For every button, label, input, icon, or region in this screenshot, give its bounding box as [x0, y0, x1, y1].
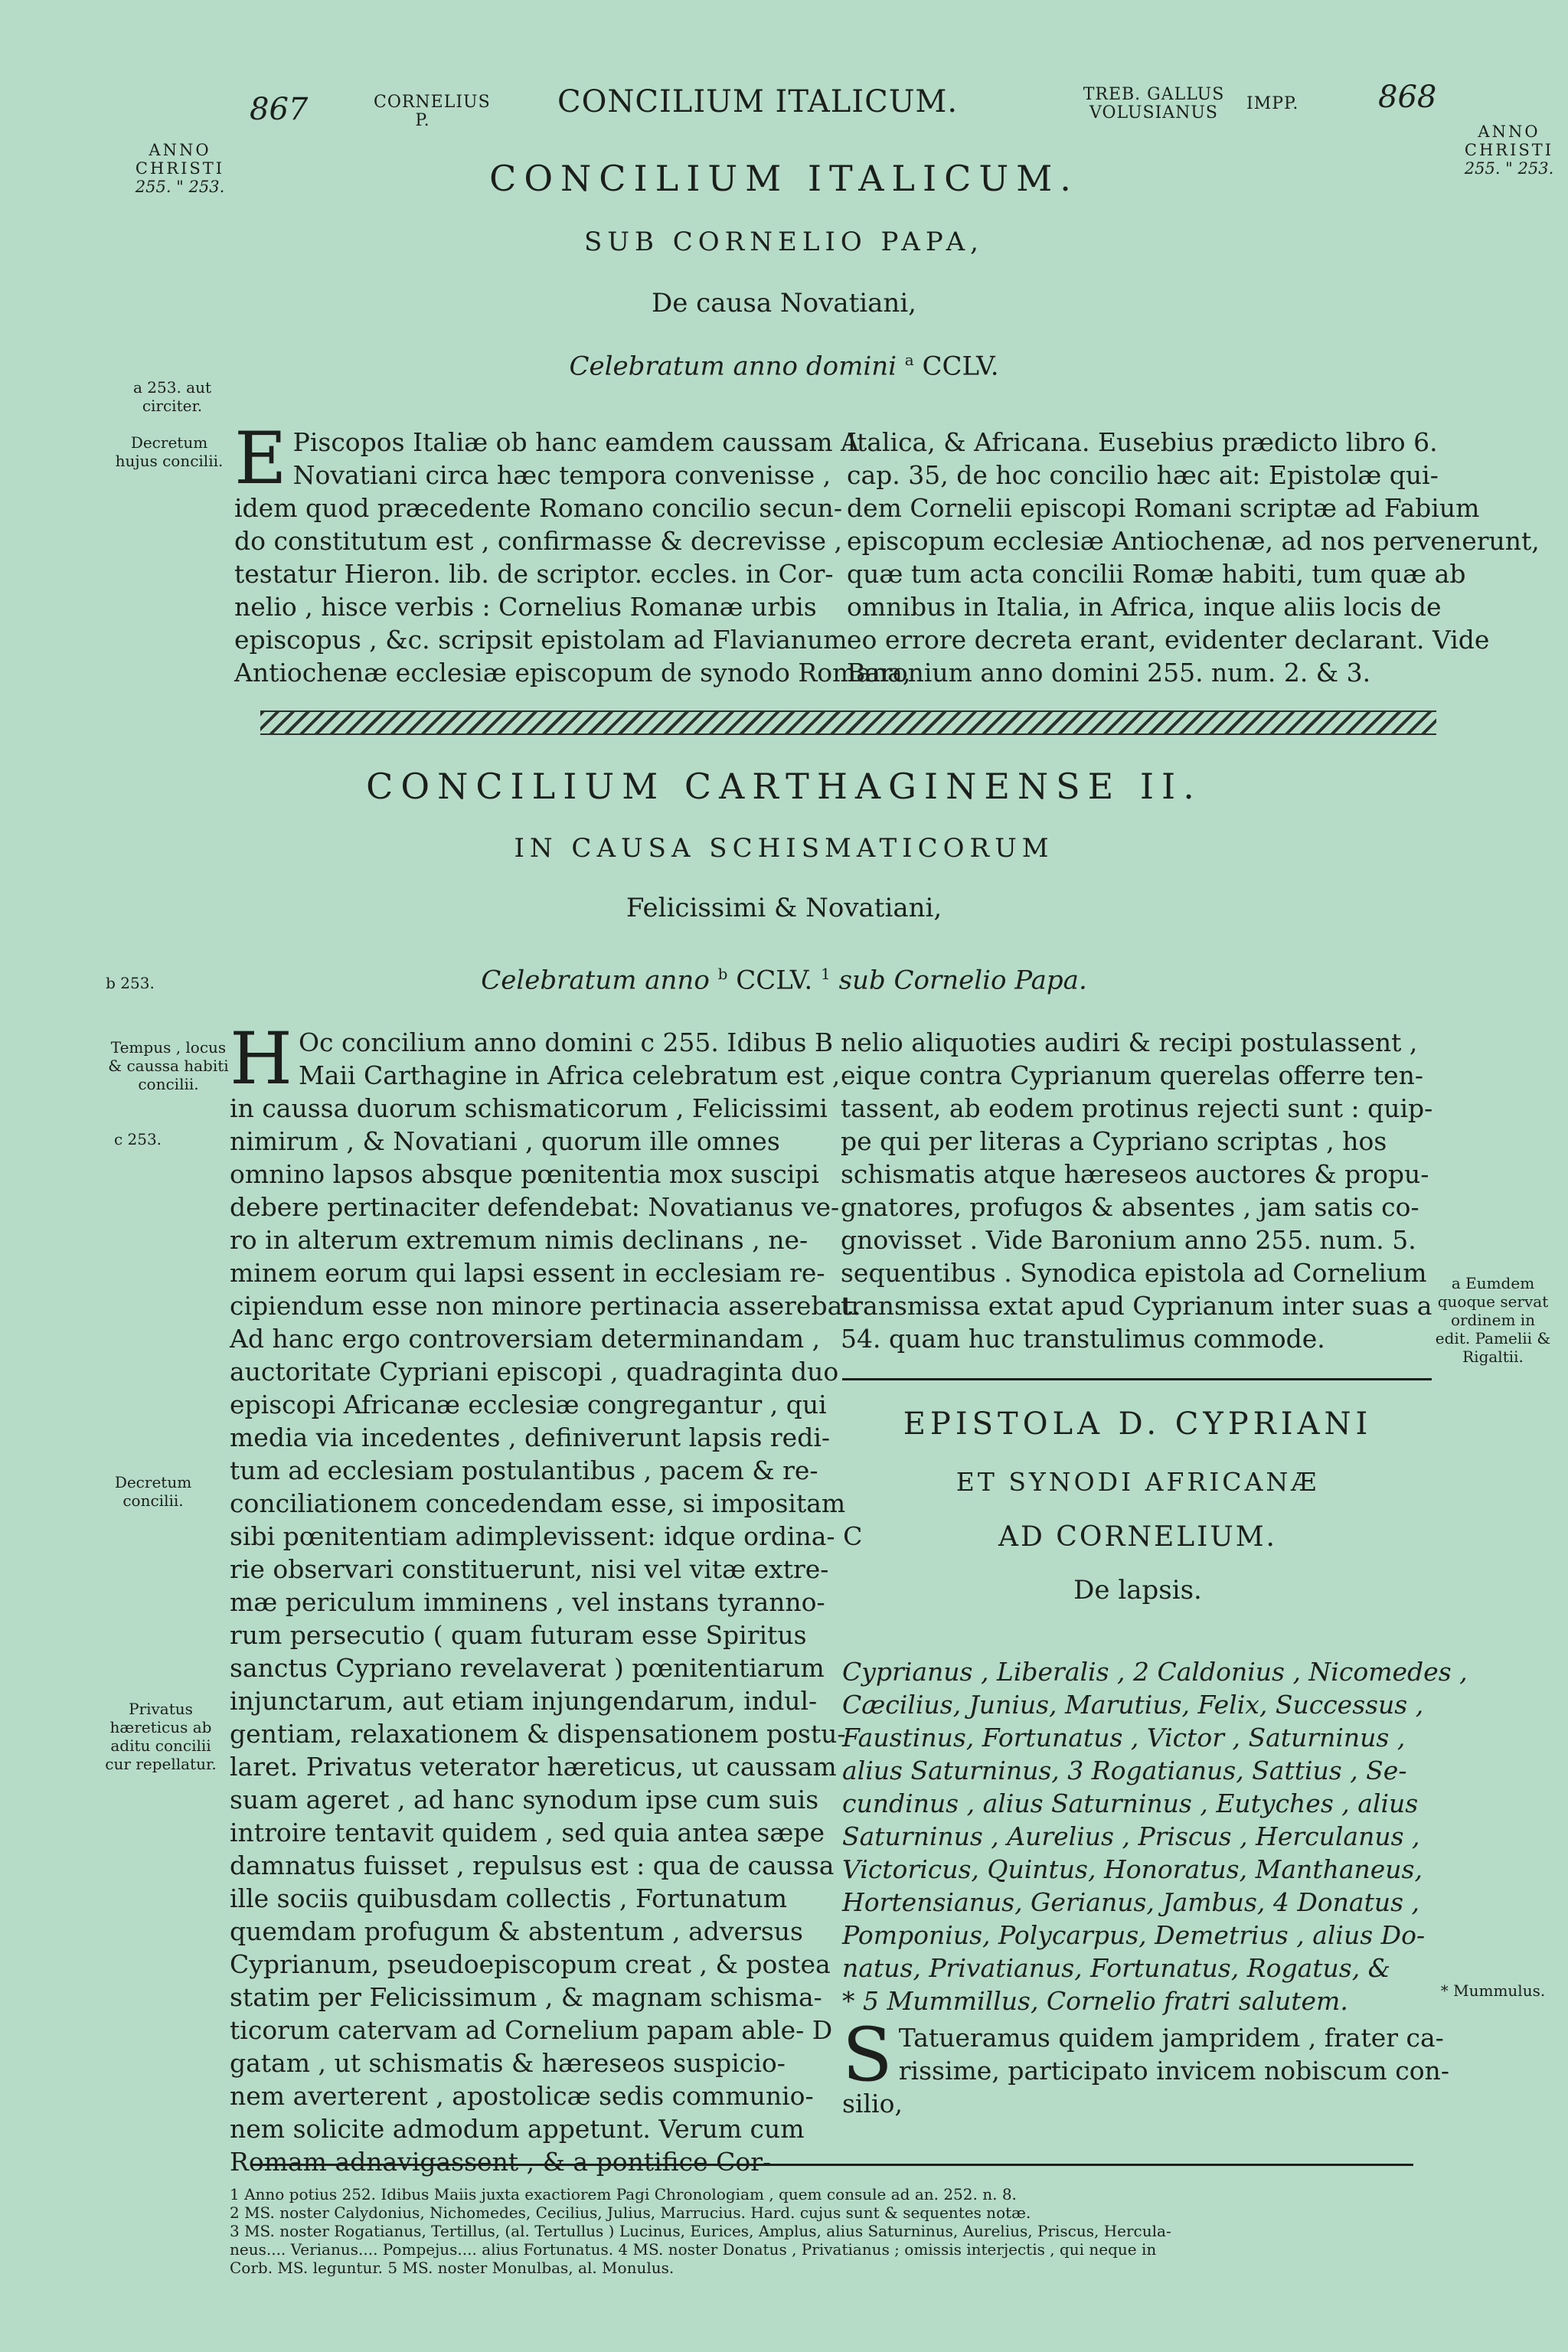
text-line: cap. 35, de hoc concilio hæc ait: Epistolæ qui- [847, 460, 1439, 490]
text-line: nimirum , & Novatiani , quorum ille omnes [230, 1126, 780, 1156]
text-line: Cyprianum, pseudoepiscopum creat , & postea [230, 1949, 831, 1979]
section2-subtitle: IN CAUSA SCHISMATICORUM [514, 833, 1054, 864]
anno-label: ANNO [149, 141, 211, 159]
text-line: Antiochenæ ecclesiæ episcopum de synodo Romana, [234, 658, 911, 688]
header-emperors-suffix: IMPP. [1246, 94, 1299, 113]
section2-left-column [230, 1018, 863, 2178]
header-pope-name: CORNELIUS [374, 93, 491, 112]
epistola-opening [842, 2012, 1449, 2120]
ornamental-separator [260, 710, 1436, 735]
epistola-names [842, 1655, 1468, 2017]
text-line: episcopi Africanæ ecclesiæ congregantur , qui [230, 1390, 827, 1419]
text-line: rissime, participato invicem nobiscum con- [898, 2056, 1449, 2086]
text-line: rie observari constituerunt, nisi vel vitæ extre- [230, 1554, 829, 1584]
text-line: statim per Felicissimum , & magnam schisma- [230, 1982, 822, 2012]
date-marker: b [717, 965, 728, 983]
text-line: testatur Hieron. lib. de scriptor. eccles. in Cor- [234, 559, 834, 589]
name-line: * 5 Mummillus, Cornelio fratri salutem. [842, 1986, 1348, 2016]
section1-date [0, 351, 1568, 381]
text-line: ille sociis quibusdam collectis , Fortunatum [230, 1883, 787, 1913]
footnote-line: Corb. MS. leguntur. 5 MS. noster Monulbas, al. Monulus. [230, 2259, 675, 2277]
name-line: cundinus , alius Saturninus , Eutyches , alius [842, 1788, 1419, 1818]
text-line: Italica, & Africana. Eusebius prædicto libro 6. [847, 427, 1438, 457]
text-line: silio, [842, 2089, 903, 2118]
anno-years: 255. " 253. [135, 178, 225, 196]
text-line: auctoritate Cypriani episcopi , quadraginta duo [230, 1357, 839, 1387]
date-year: CCLV. [736, 965, 813, 996]
margin-mummulus: * Mummulus. [1440, 1981, 1546, 2000]
date-text: Celebratum anno [481, 965, 710, 996]
text-line: episcopus , &c. scripsit epistolam ad Flavianum [234, 625, 848, 655]
date-text: Celebratum anno domini [569, 351, 897, 382]
text-line: gnatores, profugos & absentes , jam satis co- [841, 1192, 1419, 1222]
date-year: CCLV. [922, 351, 999, 382]
margin-note-b: b 253. [106, 974, 155, 992]
header-pope-title: P. [415, 111, 430, 130]
margin-tempus: Tempus , locus & caussa habiti concilii. [108, 1038, 229, 1093]
footnote-rule [253, 2164, 1413, 2166]
name-line: Cæcilius, Junius, Marutius, Felix, Successus , [842, 1690, 1424, 1720]
text-line: Baronium anno domini 255. num. 2. & 3. [847, 658, 1371, 688]
text-line: Tatueramus quidem jampridem , frater ca- [898, 2023, 1444, 2053]
anno-label: ANNO [1478, 122, 1540, 141]
section2-right-column [841, 1026, 1446, 1355]
text-line: nelio aliquoties audiri & recipi postulassent , [841, 1027, 1418, 1057]
christi-label: CHRISTI [1464, 141, 1554, 159]
header-pope [374, 93, 491, 130]
text-line: nelio , hisce verbis : Cornelius Romanæ urbis [234, 592, 817, 622]
page-number-left: 867 [250, 92, 309, 127]
footnote-line: 2 MS. noster Calydonius, Nichomedes, Cecilius, Julius, Marrucius. Hard. cujus sunt & sequentes notæ. [230, 2203, 1031, 2222]
text-line: 54. quam huc transtulimus commode. [841, 1324, 1325, 1354]
text-line: transmissa extat apud Cyprianum inter suas a [841, 1291, 1432, 1321]
text-line: Romam adnavigassent , & a pontifice Cor- [230, 2147, 772, 2177]
section2-title: CONCILIUM CARTHAGINENSE II. [366, 766, 1202, 807]
epistola-title: EPISTOLA D. CYPRIANI [903, 1406, 1373, 1442]
epistola-heading [839, 1401, 1436, 1609]
text-line: omnibus in Italia, in Africa, inque aliis locis de [847, 592, 1442, 622]
margin-right-note: a Eumdem quoque servat ordinem in edit. Pamelii & Rigaltii. [1435, 1274, 1551, 1366]
date-marker: a [904, 351, 914, 369]
text-line: introire tentavit quidem , sed quia antea sæpe [230, 1818, 825, 1847]
text-line: sanctus Cypriano revelaverat ) pœnitentiarum [230, 1653, 825, 1683]
text-line: quæ tum acta concilii Romæ habiti, tum quæ ab [847, 559, 1466, 589]
text-line: schismatis atque hæreseos auctores & propu- [841, 1159, 1429, 1189]
text-line: episcopum ecclesiæ Antiochenæ, ad nos pervenerunt, [847, 526, 1540, 556]
text-line: ro in alterum extremum nimis declinans , ne- [230, 1225, 808, 1255]
name-line: Pomponius, Polycarpus, Demetrius , alius Do- [842, 1920, 1426, 1950]
margin-decretum-2: Decretum concilii. [114, 1473, 192, 1510]
name-line: Victoricus, Quintus, Honoratus, Manthaneus, [842, 1854, 1423, 1884]
dropcap-s: S [842, 2012, 893, 2098]
text-line: omnino lapsos absque pœnitentia mox suscipi [230, 1159, 819, 1189]
text-line: injunctarum, aut etiam injungendarum, indul- [230, 1686, 818, 1716]
epistola-subject: De lapsis. [1073, 1575, 1202, 1606]
name-line: Cyprianus , Liberalis , 2 Caldonius , Nicomedes , [842, 1657, 1468, 1687]
text-line: idem quod præcedente Romano concilio secun- [234, 493, 842, 523]
christi-label: CHRISTI [135, 159, 225, 178]
footnote-line: 1 Anno potius 252. Idibus Maiis juxta exactiorem Pagi Chronologiam , quem consule ad an. 252. n. 8. [230, 2185, 1017, 2203]
text-line: Ad hanc ergo controversiam determinandam , [230, 1324, 821, 1354]
footnote-line: 3 MS. noster Rogatianus, Tertillus, (al. Tertullus ) Lucinus, Eurices, Amplus, alius Saturninus, Aurelius, Priscus, Hercula- [230, 2222, 1171, 2240]
text-line: nem solicite admodum appetunt. Verum cum [230, 2114, 805, 2144]
text-line: do constitutum est , confirmasse & decrevisse , [234, 526, 842, 556]
text-line: Piscopos Italiæ ob hanc eamdem caussam A [292, 427, 859, 457]
text-line: laret. Privatus veterator hæreticus, ut caussam [230, 1752, 837, 1782]
text-line: tum ad ecclesiam postulantibus , pacem & re- [230, 1455, 818, 1485]
text-line: gatam , ut schismatis & hæreseos suspicio- [230, 2048, 786, 2078]
text-line: eo errore decreta erant, evidenter declarant. Vide [847, 625, 1490, 655]
name-line: alius Saturninus, 3 Rogatianus, Sattius , Se- [842, 1756, 1407, 1785]
text-line: nem averterent , apostolicæ sedis communio- [230, 2081, 814, 2111]
epistola-rule [842, 1378, 1432, 1380]
section1-right-column [847, 426, 1540, 689]
text-line: sequentibus . Synodica epistola ad Cornelium [841, 1258, 1427, 1288]
text-line: Novatiani circa hæc tempora convenisse , [292, 460, 831, 490]
footnote-marker: 1 [821, 965, 831, 983]
text-line: Maii Carthagine in Africa celebratum est , [298, 1060, 841, 1090]
section1-title: CONCILIUM ITALICUM. [489, 158, 1079, 199]
epistola-subtitle-1: ET SYNODI AFRICANÆ [956, 1467, 1320, 1497]
text-line: ticorum catervam ad Cornelium papam able- D [230, 2015, 833, 2045]
header-emperor-1: TREB. GALLUS [1083, 85, 1225, 104]
margin-note-a: a 253. aut circiter. [132, 378, 211, 415]
text-line: gnovisset . Vide Baronium anno 255. num. 5. [841, 1225, 1416, 1255]
epistola-subtitle-2: AD CORNELIUM. [998, 1521, 1278, 1553]
text-line: gentiam, relaxationem & dispensationem postu- [230, 1719, 846, 1749]
anno-years: 255. " 253. [1464, 159, 1554, 178]
text-line: rum persecutio ( quam futuram esse Spiritus [230, 1620, 807, 1650]
footnote-line: neus.... Verianus.... Pompejus.... alius Fortunatus. 4 MS. noster Donatus , Privatianus ; omissis interjectis , qui neque in [230, 2240, 1157, 2259]
margin-decretum-1: Decretum hujus concilii. [115, 433, 224, 470]
header-emperors [1066, 86, 1242, 122]
text-line: media via incedentes , definiverunt lapsis redi- [230, 1423, 831, 1452]
dropcap-e: E [234, 417, 287, 501]
section2-date [0, 965, 1568, 995]
margin-note-c: c 253. [113, 1130, 162, 1148]
section1-left-column [234, 417, 911, 689]
page-number-right: 868 [1378, 80, 1437, 115]
text-line: tassent, ab eodem protinus rejecti sunt : quip- [841, 1093, 1433, 1123]
text-line: damnatus fuisset , repulsus est : qua de caussa [230, 1851, 835, 1880]
date-pope: sub Cornelio Papa. [838, 965, 1087, 996]
name-line: Hortensianus, Gerianus, Jambus, 4 Donatus , [842, 1887, 1420, 1917]
text-line: quemdam profugum & abstentum , adversus [230, 1916, 803, 1946]
text-line: debere pertinaciter defendebat: Novatianus ve- [230, 1192, 840, 1222]
text-line: sibi pœnitentiam adimplevissent: idque ordina- C [230, 1521, 863, 1551]
text-line: eique contra Cyprianum querelas offerre ten- [841, 1060, 1424, 1090]
header-emperor-2: VOLUSIANUS [1089, 103, 1218, 122]
text-line: pe qui per literas a Cypriano scriptas , hos [841, 1126, 1387, 1156]
text-line: suam ageret , ad hanc synodum ipse cum suis [230, 1785, 819, 1815]
text-line: dem Cornelii episcopi Romani scriptæ ad Fabium [847, 493, 1480, 523]
section1-cause: De causa Novatiani, [651, 288, 916, 318]
name-line: Saturninus , Aurelius , Priscus , Herculanus , [842, 1821, 1420, 1851]
text-line: in caussa duorum schismaticorum , Felicissimi [230, 1093, 828, 1123]
dropcap-h: H [230, 1018, 292, 1101]
text-line: minem eorum qui lapsi essent in ecclesiam re- [230, 1258, 825, 1288]
name-line: natus, Privatianus, Fortunatus, Rogatus, & [842, 1953, 1391, 1983]
footnotes [230, 2185, 1455, 2277]
running-title: CONCILIUM ITALICUM. [557, 84, 959, 119]
name-line: Faustinus, Fortunatus , Victor , Saturninus , [842, 1723, 1406, 1753]
section2-persons: Felicissimi & Novatiani, [626, 893, 942, 923]
section1-subtitle: SUB CORNELIO PAPA, [584, 227, 984, 257]
text-line: cipiendum esse non minore pertinacia asserebat. [230, 1291, 861, 1321]
text-line: Oc concilium anno domini c 255. Idibus B [298, 1027, 834, 1057]
margin-privatus: Privatus hæreticus ab aditu concilii cur repellatur. [105, 1700, 217, 1773]
text-line: conciliationem concedendam esse, si impositam [230, 1488, 846, 1518]
text-line: mæ periculum imminens , vel instans tyranno- [230, 1587, 825, 1617]
